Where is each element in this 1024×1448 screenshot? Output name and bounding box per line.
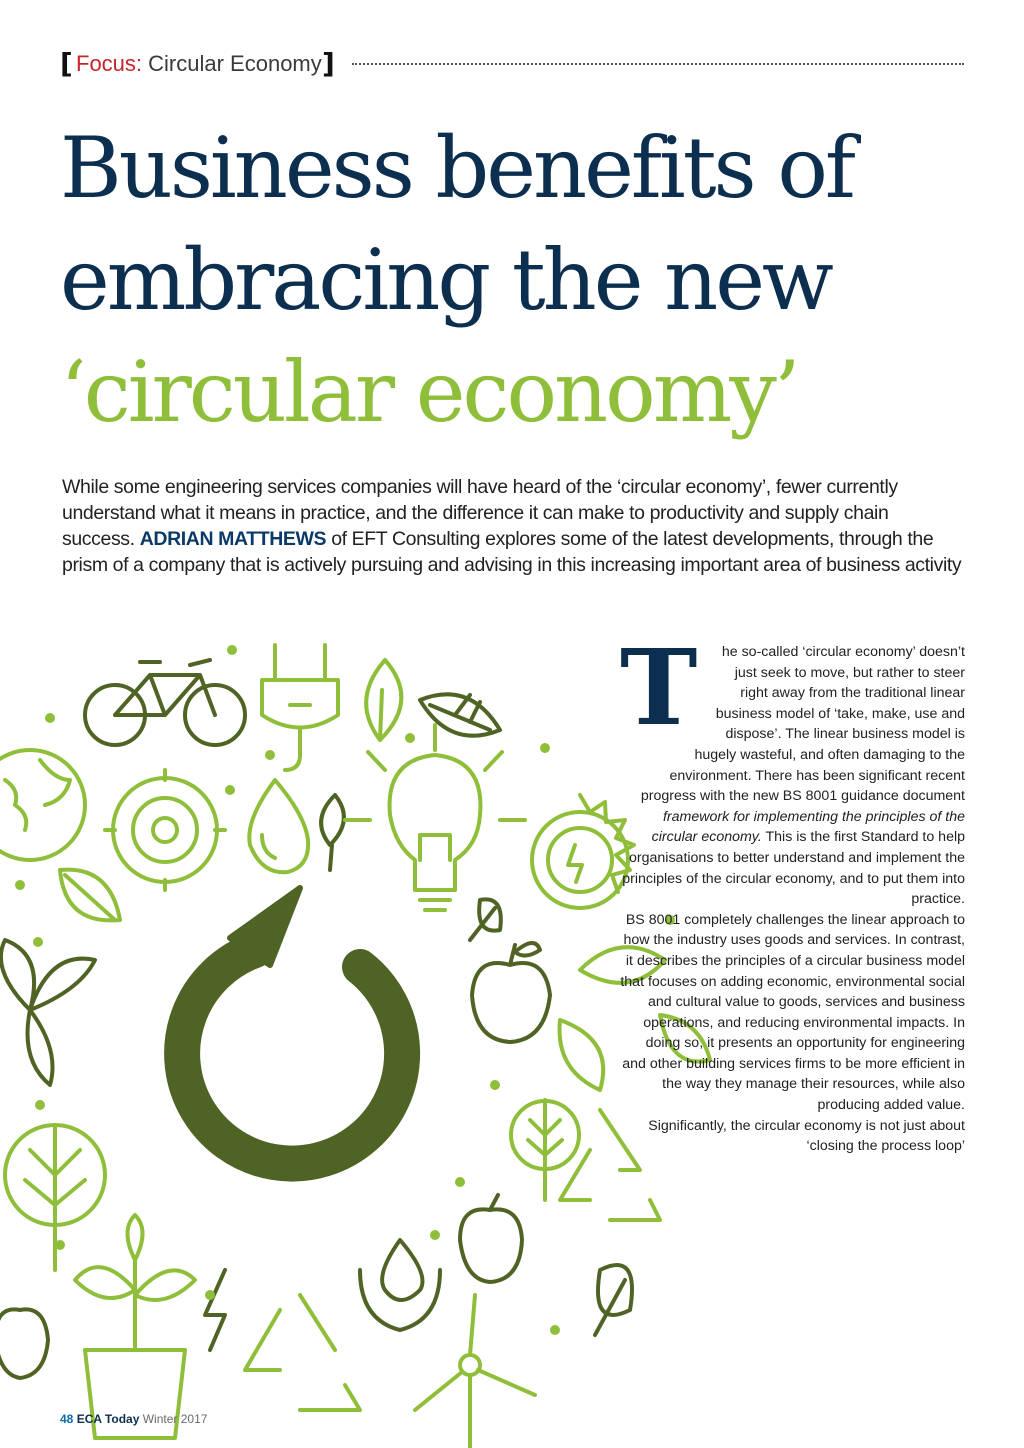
leaf-icon	[420, 694, 500, 735]
headline-line-3: ‘circular economy’	[60, 343, 798, 441]
paragraph-1-text-2: This is the first Standard to help organisations to better understand and implement the principles of the circular economy, and to put them into practice.	[622, 829, 965, 908]
standfirst-text-2: of EFT Consulting explores some of the latest developments, through the prism of a company that is actively pursuing and advising in this increasing important area of business activity	[62, 528, 962, 576]
circular-economy-illustration	[0, 626, 720, 1448]
leaf-icon	[595, 1265, 632, 1335]
page-footer	[60, 1412, 207, 1426]
leaf-icon	[60, 870, 120, 921]
page-number: 48	[60, 1412, 74, 1426]
document-title: framework for implementing the principles of the circular economy.	[651, 808, 965, 846]
leaf-icon	[1, 940, 95, 1085]
headline-line-2: embracing the new	[60, 231, 831, 329]
water-drop-icon	[249, 780, 308, 872]
author-name: ADRIAN MATTHEWS	[139, 528, 327, 550]
hands-drop-icon	[360, 1240, 440, 1330]
bracket-close: ]	[322, 47, 335, 80]
standfirst	[62, 474, 962, 578]
plug-icon	[262, 645, 338, 770]
lightbulb-icon	[345, 725, 525, 910]
dotted-rule	[352, 63, 964, 65]
section-label	[76, 44, 322, 84]
tree-icon	[5, 1125, 105, 1270]
headline	[60, 112, 1020, 448]
gear-icon	[105, 770, 225, 890]
article-body	[620, 626, 965, 1157]
lightning-icon	[205, 1270, 225, 1350]
apple-icon	[0, 1309, 48, 1378]
globe-icon	[0, 750, 85, 860]
bracket-open: [	[60, 47, 73, 80]
sparkle-decor	[15, 645, 675, 1335]
article-paragraph-2: BS 8001 completely challenges the linear approach to how the industry uses goods and services. In contrast, it describes the principles of a circular business model that focuses on adding economic, environmental social and cultural value to goods, services and business operations, and reducing environmental impacts. In doing so, it presents an opportunity for engineering and other building services firms to be more efficient in the way they manage their resources, while also producing added value.	[620, 911, 965, 1114]
leaf-icon	[321, 795, 344, 870]
article-paragraph-3: Significantly, the circular economy is not just about ‘closing the process loop’	[648, 1117, 965, 1155]
topic-label: Circular Economy	[148, 51, 322, 76]
paragraph-1-text: he so-called ‘circular economy’ doesn’t just seek to move, but rather to steer right away from the traditional linear business model of ‘take, make, use and dispose’. The linear business model is hugely wasteful, and often damaging to the environment. There has been significant recent progress with the new BS 8001 guidance document	[640, 644, 965, 805]
section-kicker	[60, 44, 964, 84]
leaf-icon	[470, 899, 501, 940]
standfirst-text: While some engineering services companies will have heard of the ‘circular economy’, fewer currently understand what it means in practice, and the difference it can make to productivity and supply chain success.	[62, 476, 898, 550]
leaf-icon	[366, 660, 401, 740]
wind-turbine-icon	[415, 1295, 535, 1448]
apple-icon	[472, 943, 550, 1042]
issue-label: Winter 2017	[142, 1412, 208, 1426]
sun-icon	[532, 795, 634, 908]
apple-icon	[460, 1195, 522, 1282]
headline-line-1: Business benefits of	[60, 119, 854, 217]
focus-label: Focus:	[76, 51, 143, 76]
recycle-icon	[245, 1295, 360, 1410]
magazine-name: ECA Today	[76, 1412, 140, 1426]
plant-pot-icon	[75, 1215, 195, 1438]
recycle-arrow-icon	[182, 888, 402, 1164]
bicycle-icon	[85, 660, 245, 745]
drop-cap: T	[620, 626, 698, 749]
